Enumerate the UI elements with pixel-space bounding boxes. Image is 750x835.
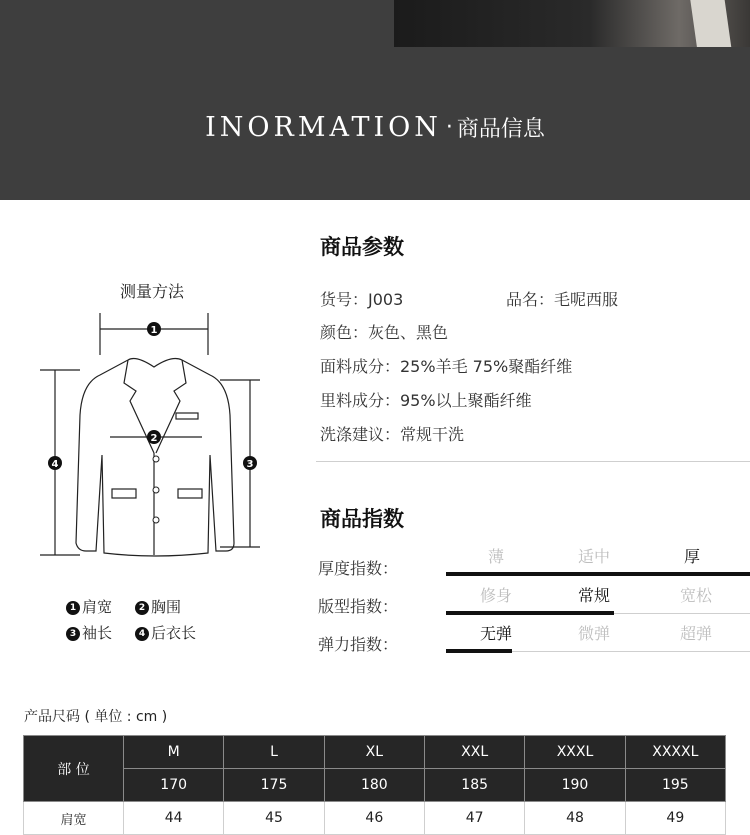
- marker-2: 2: [150, 433, 158, 444]
- index-title: 商品指数: [320, 507, 404, 531]
- legend-num-1: 1: [66, 601, 80, 615]
- legend-item-chest: [135, 596, 181, 617]
- param-lining: 里料成分：95%以上聚酯纤维: [320, 391, 532, 410]
- fit-option-slim: 修身: [479, 586, 512, 605]
- row-part-shoulder: 肩宽: [24, 802, 124, 835]
- param-color: 颜色：灰色、黑色: [320, 323, 449, 342]
- size-col-m: M: [124, 736, 224, 769]
- height-xl: 180: [324, 769, 424, 802]
- param-item-no: 货号：J003: [320, 290, 404, 309]
- size-col-xxxxl: XXXXL: [625, 736, 725, 769]
- fit-label: 版型指数：: [318, 597, 399, 616]
- banner-title-cn: 商品信息: [456, 117, 545, 142]
- banner-photo: [394, 0, 750, 47]
- section-divider: [316, 461, 750, 462]
- thickness-scale: [446, 544, 750, 568]
- size-header-row: [24, 736, 726, 769]
- legend-item-sleeve: [66, 622, 112, 643]
- legend-label-back-length: 后衣长: [151, 624, 197, 642]
- fit-option-regular: 常规: [577, 586, 610, 605]
- height-l: 175: [224, 769, 324, 802]
- height-row: [24, 769, 726, 802]
- fit-option-loose: 宽松: [679, 586, 712, 605]
- marker-1: 1: [150, 325, 158, 336]
- thickness-option-thick: 厚: [683, 547, 700, 566]
- part-header: 部 位: [24, 736, 124, 802]
- banner-separator: ·: [445, 115, 453, 140]
- legend-num-2: 2: [135, 601, 149, 615]
- shoulder-m: 44: [124, 802, 224, 835]
- legend-num-3: 3: [66, 627, 80, 641]
- param-name: 品名：毛呢西服: [506, 290, 619, 309]
- legend-label-chest: 胸围: [151, 598, 182, 616]
- params-title: 商品参数: [320, 235, 404, 259]
- legend-label-shoulder: 肩宽: [82, 598, 113, 616]
- shoulder-xxl: 47: [424, 802, 524, 835]
- size-table-title: 产品尺码 ( 单位 : cm ): [24, 709, 168, 725]
- legend-label-sleeve: 袖长: [82, 624, 113, 642]
- legend-num-4: 4: [135, 627, 149, 641]
- fit-indicator: [446, 611, 614, 615]
- elasticity-indicator: [446, 649, 512, 653]
- thickness-indicator: [446, 572, 750, 576]
- height-xxxl: 190: [525, 769, 625, 802]
- marker-4: 4: [51, 459, 59, 470]
- thickness-option-thin: 薄: [487, 547, 504, 566]
- elasticity-scale: [446, 621, 750, 645]
- measure-title: 测量方法: [120, 282, 185, 301]
- thickness-label: 厚度指数：: [318, 559, 399, 578]
- legend-item-shoulder: [66, 596, 112, 617]
- fit-scale: [446, 583, 750, 607]
- size-table: [23, 735, 726, 835]
- elasticity-option-high: 超弹: [679, 624, 712, 643]
- size-col-xxxl: XXXL: [525, 736, 625, 769]
- table-row: [24, 802, 726, 835]
- size-col-xl: XL: [324, 736, 424, 769]
- shoulder-xxxxl: 49: [625, 802, 725, 835]
- shoulder-l: 45: [224, 802, 324, 835]
- banner-title-en: INORMATION: [205, 112, 442, 143]
- param-fabric: 面料成分：25%羊毛 75%聚酯纤维: [320, 357, 573, 376]
- size-col-l: L: [224, 736, 324, 769]
- size-col-xxl: XXL: [424, 736, 524, 769]
- legend-item-back-length: [135, 622, 196, 643]
- height-xxxxl: 195: [625, 769, 725, 802]
- shoulder-xl: 46: [324, 802, 424, 835]
- measuring-tape-image: [690, 0, 732, 47]
- param-wash: 洗涤建议：常规干洗: [320, 425, 465, 444]
- elasticity-label: 弹力指数：: [318, 635, 399, 654]
- elasticity-option-slight: 微弹: [577, 624, 610, 643]
- marker-3: 3: [246, 459, 254, 470]
- shoulder-xxxl: 48: [525, 802, 625, 835]
- elasticity-option-none: 无弹: [479, 624, 512, 643]
- height-m: 170: [124, 769, 224, 802]
- info-banner: [0, 0, 750, 200]
- height-xxl: 185: [424, 769, 524, 802]
- thickness-option-medium: 适中: [577, 547, 610, 566]
- jacket-diagram: [30, 305, 270, 567]
- banner-title: [0, 112, 750, 143]
